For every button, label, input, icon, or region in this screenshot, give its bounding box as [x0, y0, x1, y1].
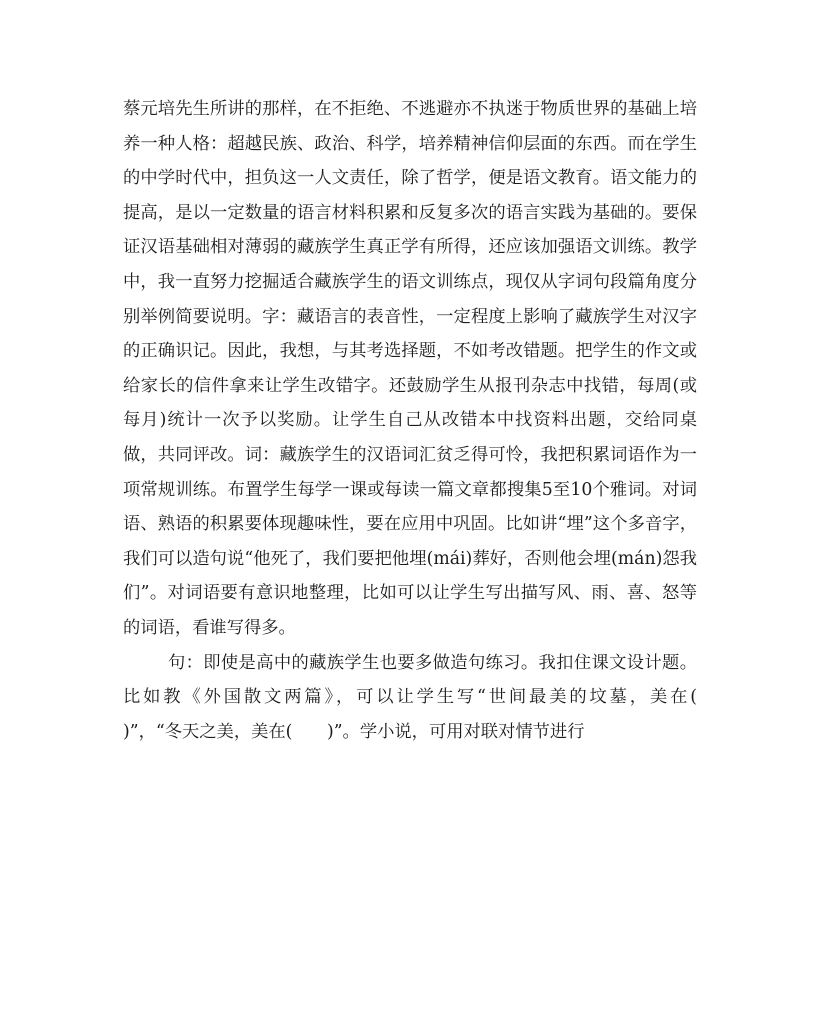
paragraph-1: 蔡元培先生所讲的那样，在不拒绝、不逃避亦不执迷于物质世界的基础上培养一种人格：超越民族、政治、科学，培养精神信仰层面的东西。而在学生的中学时代中，担负这一人文责任，除了哲学，便是语文教育。语文能力的提高，是以一定数量的语言材料积累和反复多次的语言实践为基础的。要保证汉语基础相对薄弱的藏族学生真正学有所得，还应该加强语文训练。教学中，我一直努力挖掘适合藏族学生的语文训练点，现仅从字词句段篇角度分别举例简要说明。字：藏语言的表音性，一定程度上影响了藏族学生对汉字的正确识记。因此，我想，与其考选择题，不如考改错题。把学生的作文或给家长的信件拿来让学生改错字。还鼓励学生从报刊杂志中找错，每周(或每月)统计一次予以奖励。让学生自己从改错本中找资料出题，交给同桌做，共同评改。词：藏族学生的汉语词汇贫乏得可怜，我把积累词语作为一项常规训练。布置学生每学一课或每读一篇文章都搜集5至10个雅词。对词语、熟语的积累要体现趣味性，要在应用中巩固。比如讲“埋”这个多音字，我们可以造句说“他死了，我们要把他埋(mái)葬好，否则他会埋(mán)怨我们”。对词语要有意识地整理，比如可以让学生写出描写风、雨、喜、怒等的词语，看谁写得多。: [123, 99, 697, 638]
body-text: [123, 92, 732, 749]
paragraph-2: 句：即使是高中的藏族学生也要多做造句练习。我扣住课文设计题。比如教《外国散文两篇》，可以让学生写“世间最美的坟墓，美在( )”，“冬天之美，美在( )”。学小说，可用对联对情节进行: [123, 652, 732, 742]
